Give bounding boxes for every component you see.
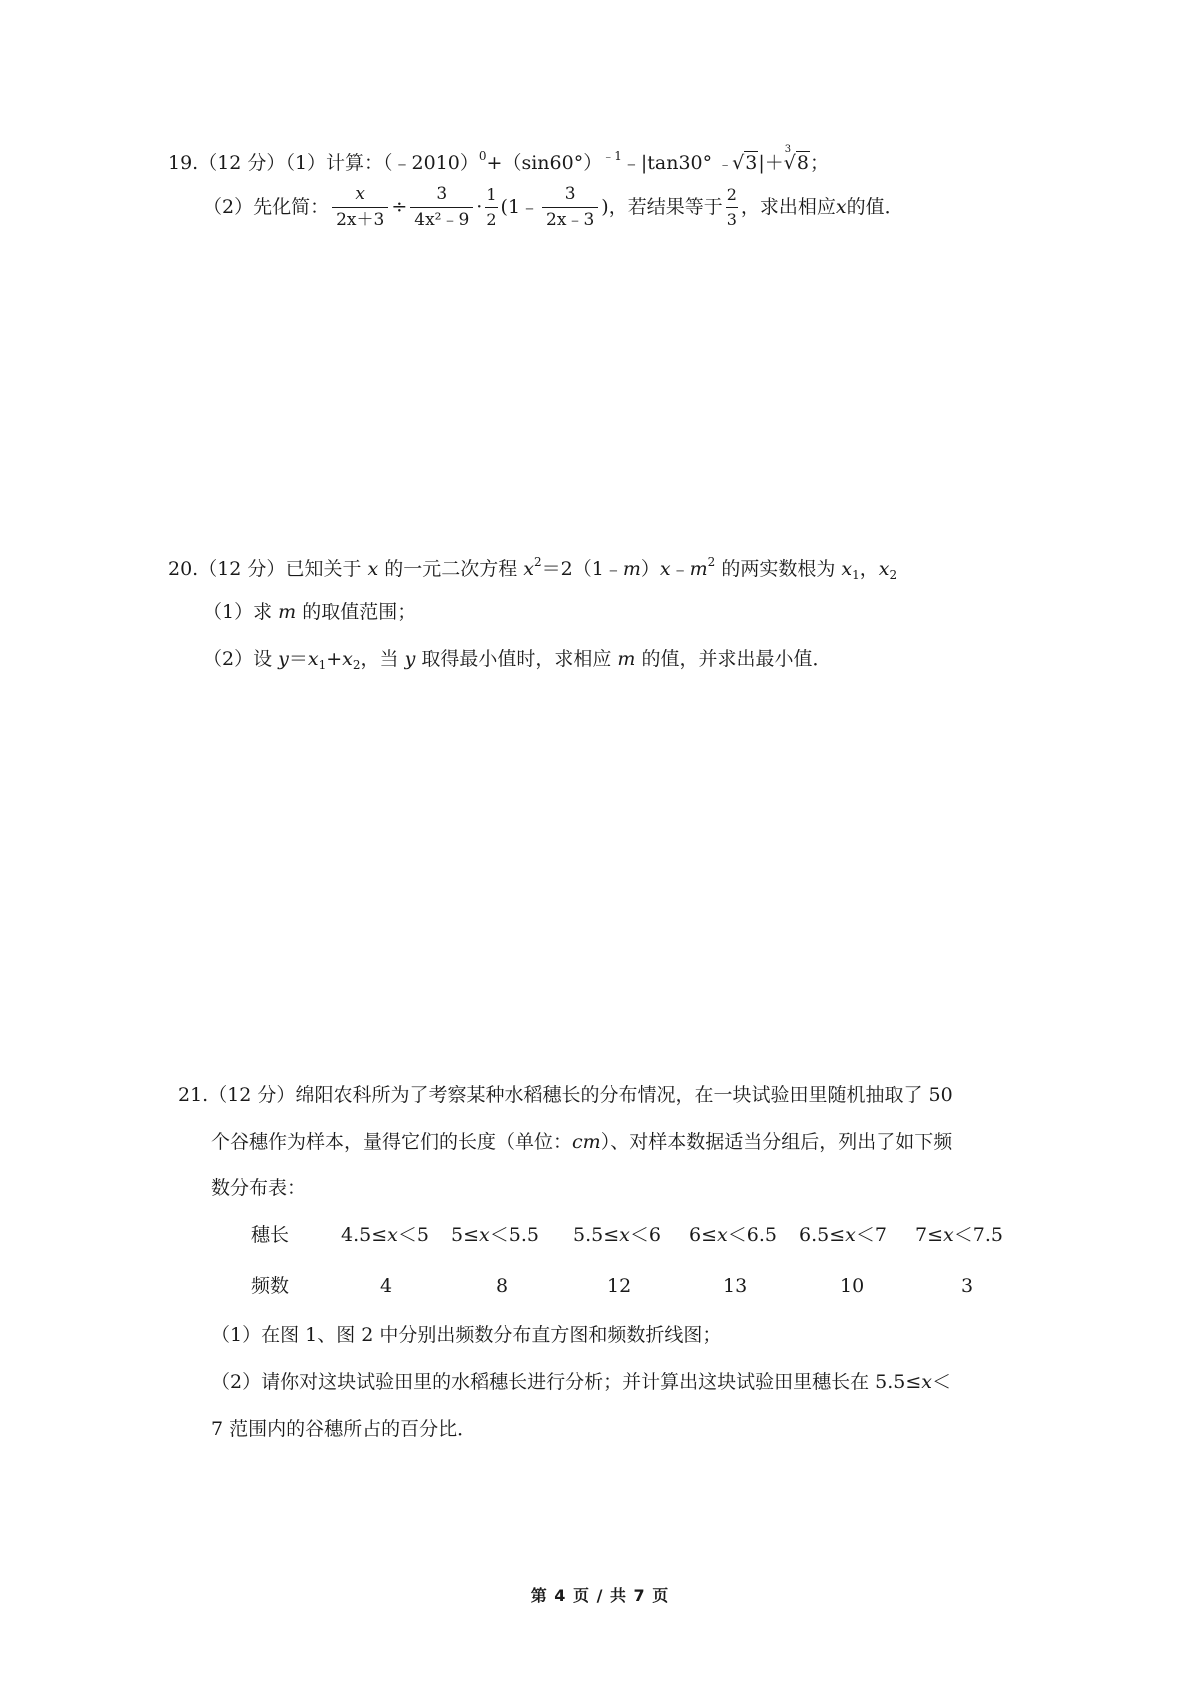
- q19-paren-open: (1﹣: [500, 195, 540, 218]
- sqrt-symbol: √3: [732, 152, 758, 174]
- page-number: 第 4 页 / 共 7 页: [530, 1586, 670, 1605]
- q21-line2: [211, 1133, 952, 1152]
- q19-frac3: $\frac{1}{2}$: [486, 184, 497, 229]
- q20-sub2-a: （2）设: [203, 648, 279, 670]
- q20-sub2-y: y: [278, 648, 289, 670]
- q19-term-a: （﹣2010）: [383, 152, 479, 174]
- q19-minus: ﹣: [718, 157, 733, 173]
- q19-exp-a: 0: [478, 149, 487, 163]
- q19-var: x: [835, 195, 847, 218]
- q19-part1: [168, 144, 829, 174]
- q19-paren-close: ): [601, 195, 609, 218]
- q19-part2-label: （2）先化简：: [203, 195, 330, 218]
- q20-eq-x2: x: [659, 558, 671, 580]
- q20-eq-exp2: 2: [707, 555, 716, 569]
- q19-frac4: $\frac{3}{2x﹣3}$: [542, 186, 598, 229]
- table-range-cell: 5≤x＜5.5: [451, 1224, 539, 1246]
- q19-part2-mid: ，若结果等于: [608, 195, 723, 218]
- q21-line2-b: ）、对样本数据适当分组后，列出了如下频: [600, 1131, 953, 1153]
- table-freq-cell: 10: [840, 1275, 865, 1297]
- table-freq-cell: 4: [380, 1275, 393, 1297]
- q20-sub2-b: ＝: [288, 648, 308, 670]
- q20-sub2: [203, 650, 831, 671]
- q19-score: （12 分）: [198, 152, 286, 174]
- q21-score: （12 分）: [208, 1084, 296, 1106]
- table-range-cell: 7≤x＜7.5: [915, 1224, 1003, 1246]
- q21-sub2-cont: [211, 1420, 476, 1439]
- q19-term-c: ﹣|tan30°: [621, 152, 713, 174]
- q21-line1-text: 绵阳农科所为了考察某种水稻穗长的分布情况，在一块试验田里随机抽取了 50: [295, 1084, 953, 1106]
- q20-eq-m2: m: [689, 558, 708, 580]
- q20-eq-m: m: [622, 558, 641, 580]
- q21-line3: [211, 1179, 306, 1198]
- q20-stem-c: 的两实数根为: [715, 558, 842, 580]
- q21-sub1: [211, 1326, 721, 1345]
- q21-line2-a: 个谷穗作为样本，量得它们的长度（单位：: [211, 1131, 573, 1153]
- q19-part2: [203, 182, 904, 232]
- q20-root1-sub: 1: [852, 568, 860, 582]
- q20-sub2-d: 取得最小值时，求相应: [415, 648, 618, 670]
- q21-sub2-a: （2）请你对这块试验田里的水稻穗长进行分析；并计算出这块试验田里穗长在 5.5≤: [211, 1371, 922, 1393]
- q20-sub2-x2: x: [342, 648, 353, 670]
- q20-sub2-x1-sub: 1: [318, 658, 327, 672]
- q19-frac2: $\frac{3}{\text{4x²﹣9}}$: [410, 186, 473, 229]
- table-freq-cell: 8: [496, 1275, 509, 1297]
- cube-root-symbol: 3 √8: [783, 144, 809, 174]
- q20-sub2-plus: +: [326, 648, 343, 670]
- q19-frac5: $\frac{2}{3}$: [726, 184, 737, 229]
- q20-sub1-b: 的取值范围；: [296, 601, 417, 623]
- q20-sep: ，: [859, 558, 879, 580]
- q19-tail-b: 的值．: [846, 195, 904, 218]
- q19-term-b: +（sin60°）: [486, 152, 603, 174]
- q20-sub2-x1: x: [307, 648, 319, 670]
- table-row1-label: 穗长: [251, 1224, 290, 1246]
- table-range-cell: 6≤x＜6.5: [689, 1224, 777, 1246]
- q20-number: 20.: [168, 558, 199, 580]
- q19-frac1: $\frac{x}{2x+3}$: [332, 186, 388, 229]
- q20-eq-d: ﹣: [670, 558, 690, 580]
- q21-sub2-var: x: [921, 1371, 932, 1393]
- q20-stem: [168, 556, 897, 581]
- q20-stem-b: 的一元二次方程: [378, 558, 524, 580]
- q20-score: （12 分）: [198, 558, 286, 580]
- q19-number: 19.: [168, 152, 199, 174]
- q19-end: ；: [809, 152, 829, 174]
- q20-sub1-m: m: [278, 601, 297, 623]
- q21-sub1-text: （1）在图 1、图 2 中分别出频数分布直方图和频数折线图；: [211, 1324, 722, 1346]
- q20-root2: x: [878, 558, 890, 580]
- table-range-cell: 4.5≤x＜5: [341, 1224, 429, 1246]
- q19-cbrt-radicand: 8: [796, 152, 809, 174]
- q19-cbrt-index: 3: [784, 144, 792, 155]
- q21-sub2: [211, 1373, 951, 1392]
- q20-sub2-y2: y: [404, 648, 416, 670]
- q20-eq-exp: 2: [534, 555, 542, 569]
- q21-sub2-c: 7 范围内的谷穗所占的百分比．: [211, 1418, 477, 1440]
- table-row2-label: 频数: [251, 1275, 290, 1297]
- table-freq-cell: 3: [961, 1275, 974, 1297]
- q19-div: ÷: [391, 195, 408, 218]
- q21-unit: cm: [572, 1131, 601, 1153]
- q20-sub2-x2-sub: 2: [352, 658, 361, 672]
- table-freq-cell: 12: [607, 1275, 632, 1297]
- table-freq-cell: 13: [723, 1275, 748, 1297]
- q20-root2-sub: 2: [889, 568, 898, 582]
- q19-sqrt-radicand: 3: [745, 152, 758, 174]
- q20-sub2-m: m: [617, 648, 636, 670]
- q19-term-e: |＋: [758, 152, 784, 174]
- q19-dot: ·: [476, 195, 483, 218]
- q20-sub1-a: （1）求: [203, 601, 279, 623]
- q20-sub2-c: ，当: [360, 648, 405, 670]
- q20-eq-b: ＝2（1﹣: [541, 558, 623, 580]
- q21-line1: [178, 1086, 953, 1105]
- q19-part1-label: （1）计算：: [285, 152, 384, 174]
- q20-sub1: [203, 603, 416, 622]
- q19-tail-a: ，求出相应: [740, 195, 836, 218]
- q21-line3-text: 数分布表：: [211, 1177, 307, 1199]
- q21-number: 21.: [178, 1084, 209, 1106]
- q20-root1: x: [841, 558, 853, 580]
- q20-stem-a: 已知关于: [285, 558, 368, 580]
- q19-exp-b: ﹣1: [602, 149, 622, 163]
- table-range-cell: 5.5≤x＜6: [573, 1224, 661, 1246]
- table-range-cell: 6.5≤x＜7: [799, 1224, 887, 1246]
- q20-var-x: x: [367, 558, 379, 580]
- q20-sub2-e: 的值，并求出最小值．: [635, 648, 832, 670]
- q21-sub2-b: ＜: [932, 1371, 952, 1393]
- q20-eq-c: ）: [640, 558, 660, 580]
- q20-eq-x: x: [523, 558, 535, 580]
